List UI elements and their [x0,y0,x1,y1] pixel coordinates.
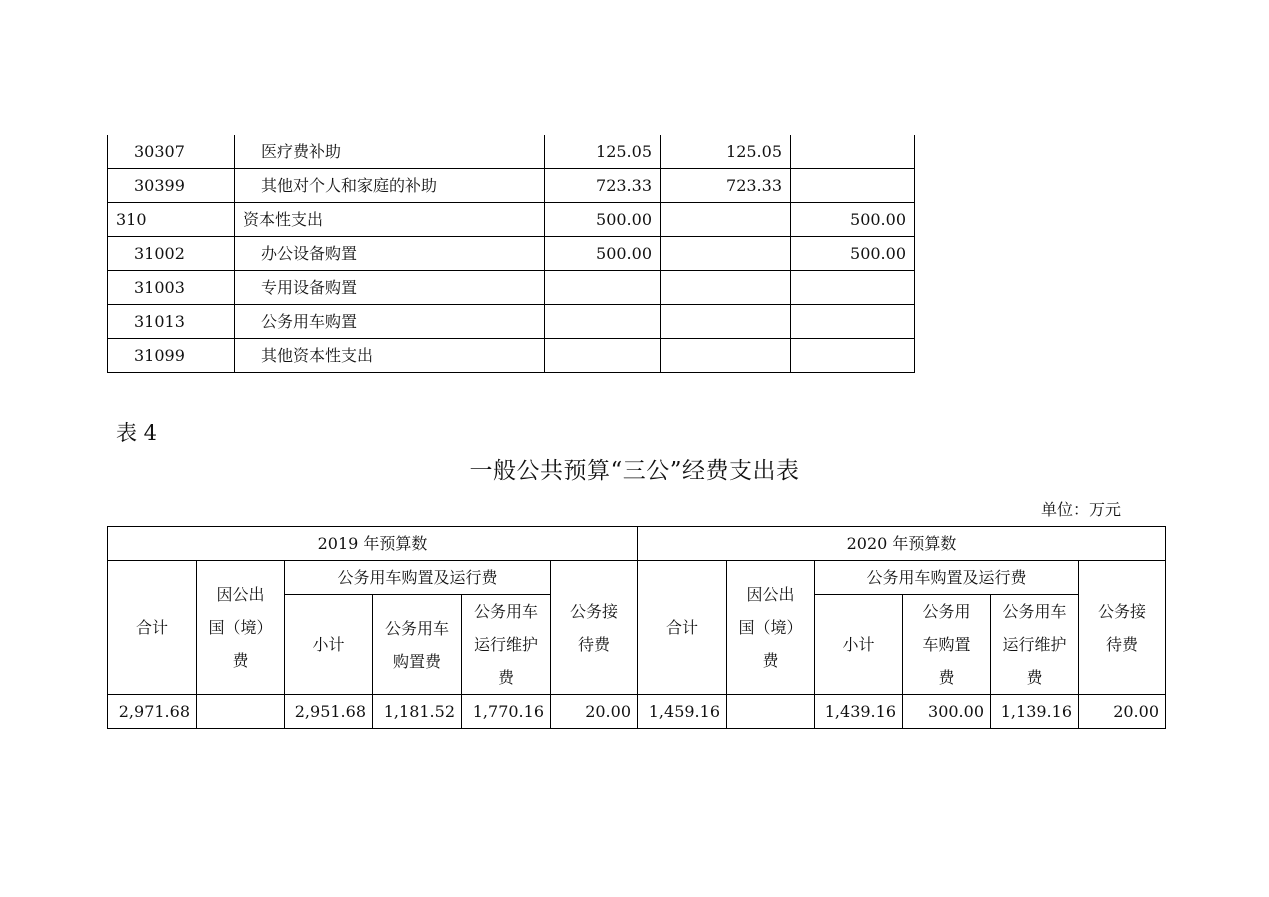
header-line: 公务接 [1097,601,1146,621]
subtotal-header-2019: 小计 [285,595,373,695]
row-project [791,169,915,203]
abroad-header-2019 [197,561,285,695]
header-line: 因公出 [746,585,795,604]
value-2019-reception: 20.00 [551,695,638,729]
abroad-header-2020 [727,561,815,695]
row-project [791,271,915,305]
header-line: 因公出 [216,585,265,604]
row-project [791,305,915,339]
purchase-header-2020 [903,595,991,695]
row-name: 办公设备购置 [235,237,545,271]
row-basic: 723.33 [661,169,791,203]
header-line: 公务用车 [473,602,538,621]
row-basic [661,305,791,339]
value-2020-operation: 1,139.16 [991,695,1079,729]
value-2020-abroad [727,695,815,729]
row-name: 专用设备购置 [235,271,545,305]
total-header-2019: 合计 [108,561,197,695]
row-project [791,135,915,169]
row-basic [661,339,791,373]
header-line: 公务用车 [384,618,449,638]
row-total [545,339,661,373]
value-2019-abroad [197,695,285,729]
unit-label: 单位：万元 [1040,500,1121,519]
header-line: 车购置 [922,635,971,654]
value-2020-reception: 20.00 [1079,695,1166,729]
header-line: 公务用 [922,602,971,621]
row-basic [661,203,791,237]
row-code: 31099 [108,339,235,373]
value-2019-subtotal: 2,951.68 [285,695,373,729]
row-total: 723.33 [545,169,661,203]
table-row [108,237,915,271]
reception-header-2019 [551,561,638,695]
value-2020-subtotal: 1,439.16 [815,695,903,729]
header-line: 运行维护 [473,635,538,654]
header-line: 费 [232,651,249,670]
vehicle-group-header-2020: 公务用车购置及运行费 [815,561,1079,595]
row-code: 30399 [108,169,235,203]
row-total [545,271,661,305]
row-total: 500.00 [545,237,661,271]
header-line: 费 [762,651,779,670]
row-basic [661,237,791,271]
three-public-expenses-table [107,526,1166,729]
row-project [791,339,915,373]
header-line: 待费 [1105,634,1138,654]
row-code: 310 [108,203,235,237]
operation-header-2019 [462,595,551,695]
header-line: 费 [497,668,514,687]
row-name: 资本性支出 [235,203,545,237]
header-line: 待费 [577,634,610,654]
value-2020-total: 1,459.16 [638,695,727,729]
value-2020-purchase: 300.00 [903,695,991,729]
row-total [545,305,661,339]
year-2020-header: 2020 年预算数 [638,527,1166,561]
table-row [108,271,915,305]
header-line: 公务用车 [1002,602,1067,621]
year-2019-header: 2019 年预算数 [108,527,638,561]
reception-header-2020 [1079,561,1166,695]
value-2019-purchase: 1,181.52 [373,695,462,729]
header-line: 国（境） [208,618,273,637]
total-header-2020: 合计 [638,561,727,695]
row-total: 500.00 [545,203,661,237]
row-name: 公务用车购置 [235,305,545,339]
row-code: 30307 [108,135,235,169]
row-name: 医疗费补助 [235,135,545,169]
table-row [108,169,915,203]
value-2019-operation: 1,770.16 [462,695,551,729]
row-name: 其他资本性支出 [235,339,545,373]
row-project: 500.00 [791,237,915,271]
header-line: 费 [1026,668,1043,687]
value-2019-total: 2,971.68 [108,695,197,729]
purchase-header-2019 [373,595,462,695]
row-code: 31013 [108,305,235,339]
row-total: 125.05 [545,135,661,169]
row-code: 31003 [108,271,235,305]
header-line: 运行维护 [1002,635,1067,654]
row-project: 500.00 [791,203,915,237]
header-line: 公务接 [569,601,618,621]
expenditure-detail-table [107,135,915,373]
operation-header-2020 [991,595,1079,695]
page-title: 一般公共预算“三公”经费支出表 [469,458,800,484]
row-name: 其他对个人和家庭的补助 [235,169,545,203]
vehicle-group-header-2019: 公务用车购置及运行费 [285,561,551,595]
row-code: 31002 [108,237,235,271]
header-line: 购置费 [392,651,441,671]
table-row [108,339,915,373]
row-basic: 125.05 [661,135,791,169]
table-row [108,305,915,339]
table-row [108,135,915,169]
header-line: 国（境） [738,618,803,637]
row-basic [661,271,791,305]
header-line: 费 [938,668,955,687]
table-caption: 表 4 [116,421,158,445]
subtotal-header-2020: 小计 [815,595,903,695]
table-row [108,203,915,237]
